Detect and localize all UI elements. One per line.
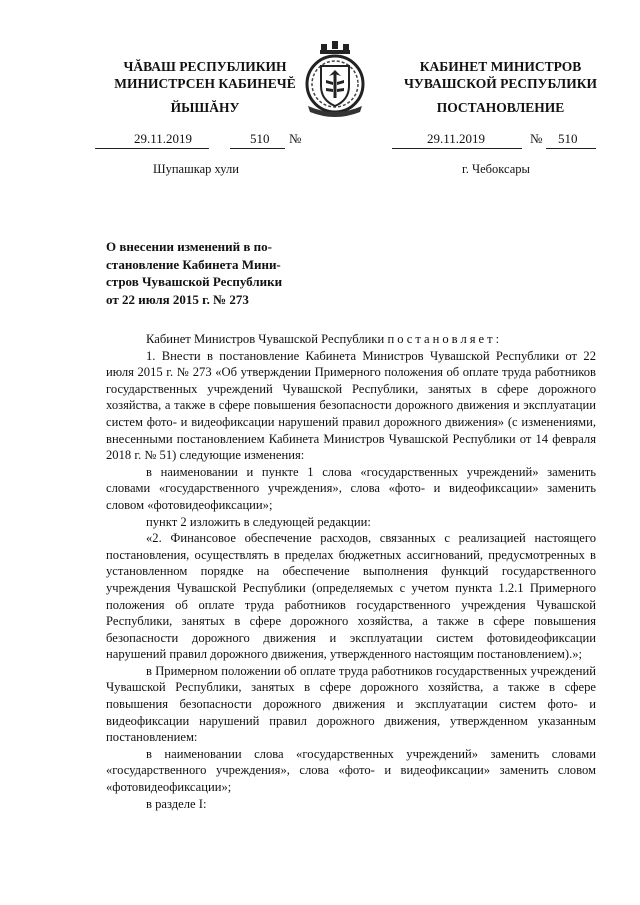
paragraph-6: в наименовании слова «государственных учреждений» заменить словами «государственного учреждения», слова «фото- и видеофиксации» заменить словом «фотовидеофиксации»; bbox=[106, 746, 596, 795]
subject-line4: от 22 июля 2015 г. № 273 bbox=[106, 291, 249, 307]
subject-line2: становление Кабинета Мини- bbox=[106, 256, 281, 272]
header-left-line2: МИНИСТРСЕН КАБИНЕЧĔ bbox=[114, 76, 296, 91]
left-number: 510 bbox=[250, 131, 270, 146]
header-right-doc-type: ПОСТАНОВЛЕНИЕ bbox=[436, 100, 565, 115]
document-subject bbox=[106, 238, 303, 308]
paragraph-3: пункт 2 изложить в следующей редакции: bbox=[146, 514, 371, 529]
header-left-line1: ЧĂВАШ РЕСПУБЛИКИН bbox=[123, 59, 287, 74]
header-right-line2: ЧУВАШСКОЙ РЕСПУБЛИКИ bbox=[404, 76, 597, 91]
paragraph-5: в Примерном положении об оплате труда работников государственных учреждений Чувашской Республики, занятых в сфере дорожного хозяйства, а также в сфере повышения безопасности дорожного движения и эксплуатации систем фото- и видеофиксации нарушений правил дорожного движения, утвержденном указанным постановлением: bbox=[106, 663, 596, 745]
header-left-doc-type: ЙЫШĂНУ bbox=[170, 100, 240, 115]
document-body bbox=[106, 331, 596, 812]
paragraph-7: в разделе I: bbox=[146, 796, 207, 811]
intro-text: Кабинет Министров Чувашской Республики bbox=[146, 332, 385, 346]
left-date: 29.11.2019 bbox=[134, 131, 193, 146]
left-date-underline bbox=[95, 148, 209, 149]
right-date: 29.11.2019 bbox=[427, 131, 486, 146]
right-date-underline bbox=[392, 148, 522, 149]
header-right-org bbox=[378, 58, 623, 92]
header-left-org bbox=[90, 58, 320, 92]
left-number-underline bbox=[230, 148, 285, 149]
paragraph-2: в наименовании и пункте 1 слова «государственных учреждений» заменить словами «государственного учреждения», слова «фото- и видеофиксации» заменить словом «фотовидеофиксации»; bbox=[106, 464, 596, 512]
left-city: Шупашкар хули bbox=[153, 162, 239, 176]
right-number: 510 bbox=[558, 131, 578, 146]
intro-resolves: постановляет: bbox=[387, 332, 503, 346]
paragraph-4: «2. Финансовое обеспечение расходов, связанных с реализацией настоящего постановления, осуществлять в пределах бюджетных ассигнований, предусмотренных в установленном порядке на обеспечение выполнения функций государственного учреждения Чувашской Республики (определяемых с учетом пункта 1.2.1 Примерного положения об оплате труда работников государственного учреждения Чувашской Республики, занятых в сфере дорожного хозяйства, а также в сфере повышения безопасности дорожного движения и эксплуатации систем фотовидеофиксации нарушений правил дорожного движения, утвержденного настоящим постановлением).»; bbox=[106, 531, 596, 662]
right-number-sign: № bbox=[530, 131, 543, 146]
header-right-line1: КАБИНЕТ МИНИСТРОВ bbox=[419, 59, 582, 74]
left-number-sign: № bbox=[289, 131, 302, 146]
right-number-underline bbox=[546, 148, 596, 149]
subject-line3: стров Чувашской Республики bbox=[106, 274, 283, 289]
intro-paragraph bbox=[106, 331, 596, 348]
coat-of-arms-emblem bbox=[294, 38, 376, 120]
paragraph-1: 1. Внести в постановление Кабинета Министров Чувашской Республики от 22 июля 2015 г. № 273 «Об утверждении Примерного положения об оплате труда работников государственных учреждений Чувашской Республики, занятых в сфере дорожного хозяйства, а также в сфере повышения безопасности дорожного движения и эксплуатации систем фото- и видеофиксации нарушений правил дорожного движения» (с изменениями, внесенными постановлением Кабинета Министров Чувашской Республики от 14 февраля 2018 г. № 51) следующие изменения: bbox=[106, 348, 596, 463]
right-city: г. Чебоксары bbox=[462, 162, 530, 176]
subject-line1: О внесении изменений в по- bbox=[106, 239, 272, 254]
